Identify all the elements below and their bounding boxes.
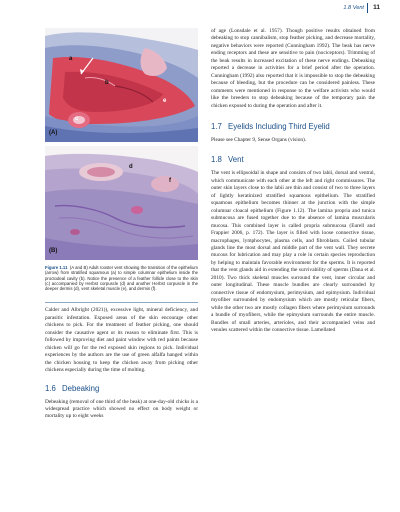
left-column — [45, 28, 198, 421]
figure-caption-text: (A and B) Adult rooster vent showing the transition of the epithelium (arrow) from stratified squamous (a) to simple columnar epithelium inside the proctodeal cavity (b). Notice the presence of a feather follicle close to the skin (c) accompanied by Herbst corpuscle (d) and another Herbst corpuscle in the deeper dermis (d), vent skeletal muscle (e), and dermis (f). — [45, 265, 198, 292]
section-1-8-number: 1.8 — [211, 155, 222, 165]
callout-e: e — [163, 98, 167, 104]
page-number: 11 — [373, 4, 380, 11]
callout-a: a — [69, 56, 73, 62]
section-1-7-title: Eyelids Including Third Eyelid — [228, 121, 330, 131]
page-header — [0, 0, 400, 22]
right-paragraph-3: The vent is ellipsoidal in shape and consists of two labii, dorsal and ventral, which communicate with each other at the left and right commissures. The outer skin layers close to the labii are thin and consist of two to three layers of lightly keratinized stratified squamous epithelium. The stratified squamous epithelium becomes thinner at the junction with the simple columnar cloacal epithelium (Figure 1.12). The lamina propria and tunica submucosa are fused together due to the absence of lamina muscularis mucosa. This combined layer is called propria submucosa (Eurell and Frappier 2006, p. 172). The layer is filled with loose connective tissue, macrophages, lymphocytes, plasma cells, and fibroblasts. Coiled tubular glands line the most dorsal and middle part of the vent wall. They secrete mucous for lubrication and may play a role in certain species reproduction by helping to maintain favorable environment for the sperms. It is reported that the vent glands aid in extending the survivability of sperms (Dana et al. 2010). Two thick skeletal muscles surround the vent, inner circular and outer longitudinal. These muscle bundles are clearly surrounded by connective tissue of endomysium, perimysium, and epimysium. Individual myofiber surrounded by endomysium which are mostly reticular fibers, while the other two are mostly collagen fibers where perimysium surrounds a bundle of myofibers, while the epimysium surrounds the entire muscle. Bundles of small arteries, arterioles, and their accompanied veins and venules scattered within the connective tissue. Lamellated — [211, 170, 375, 333]
callout-d: d — [129, 164, 133, 170]
header-rule — [367, 3, 368, 13]
section-1-6-heading — [45, 384, 198, 393]
running-title: 1.8 Vent — [343, 5, 364, 11]
callout-c: c — [75, 116, 79, 122]
section-1-6-title: Debeaking — [62, 383, 100, 393]
section-1-7-heading — [211, 122, 375, 131]
section-1-7-number: 1.7 — [211, 121, 222, 131]
callout-f: f — [169, 178, 171, 184]
caption-divider — [45, 302, 198, 303]
right-paragraph-2: Please see Chapter 9, Sense Organs (vision). — [211, 136, 307, 143]
left-paragraph-2: Debeaking (removal of one third of the beak) at one-day-old chicks is a widespread practice which showed no effect on body weight or mortality up to eight weeks — [45, 398, 198, 420]
micrograph-a-image — [45, 28, 198, 142]
section-1-8-heading — [211, 155, 375, 164]
panel-a-label: (A) — [49, 130, 58, 136]
figure-caption — [45, 265, 198, 291]
section-1-6-number: 1.6 — [45, 383, 56, 393]
figure-caption-label: Figure 1.11 — [45, 265, 68, 270]
micrograph-panel-a — [45, 28, 198, 142]
panel-b-label: (B) — [49, 248, 58, 254]
micrograph-panel-b — [45, 146, 198, 260]
right-paragraph-1: of age (Lonsdale et al. 1957). Though positive results obtained from debeaking to stop cannibalism, stop feather picking, and decrease mortality, negative behaviors were reported (Cunningham 1992). The beak has nerve ending receptors and these are sensitive to pain (nociceptors). Trimming of the beak results in increased excitation of these nerve endings. Debeaking reported a decrease in activities for a brief period after the operation. Cunningham (1992) also reported that it is impossible to stop the debeaking because of bleeding, but the procedure can be considered painless. These comments were mentioned in response to the welfare activists who would like the breeders to stop debeaking because of the temporary pain the chicken exposed to during the operation and after it. — [211, 28, 375, 109]
callout-b: b — [105, 80, 109, 86]
figure-1-11 — [45, 28, 198, 291]
right-column — [211, 28, 375, 334]
left-paragraph-1: Calder and Albright (2021)), excessive light, mineral deficiency, and parasitic infestation. Exposed areas of the skin encourage other chickens to pick. For the treatment of feather picking, one should consider the causative agent or its reason to eliminate first. This is followed by improving diet and paint window with red paints because chicken will go for the red exposed skin regions to pick. Individual experiences by the authors are the use of green alfalfa hanged within the chicken housing to keep the chicken away from picking other chickens especially during the time of molting. — [45, 307, 198, 374]
micrograph-b-image — [45, 146, 198, 260]
section-1-8-title: Vent — [228, 155, 244, 165]
